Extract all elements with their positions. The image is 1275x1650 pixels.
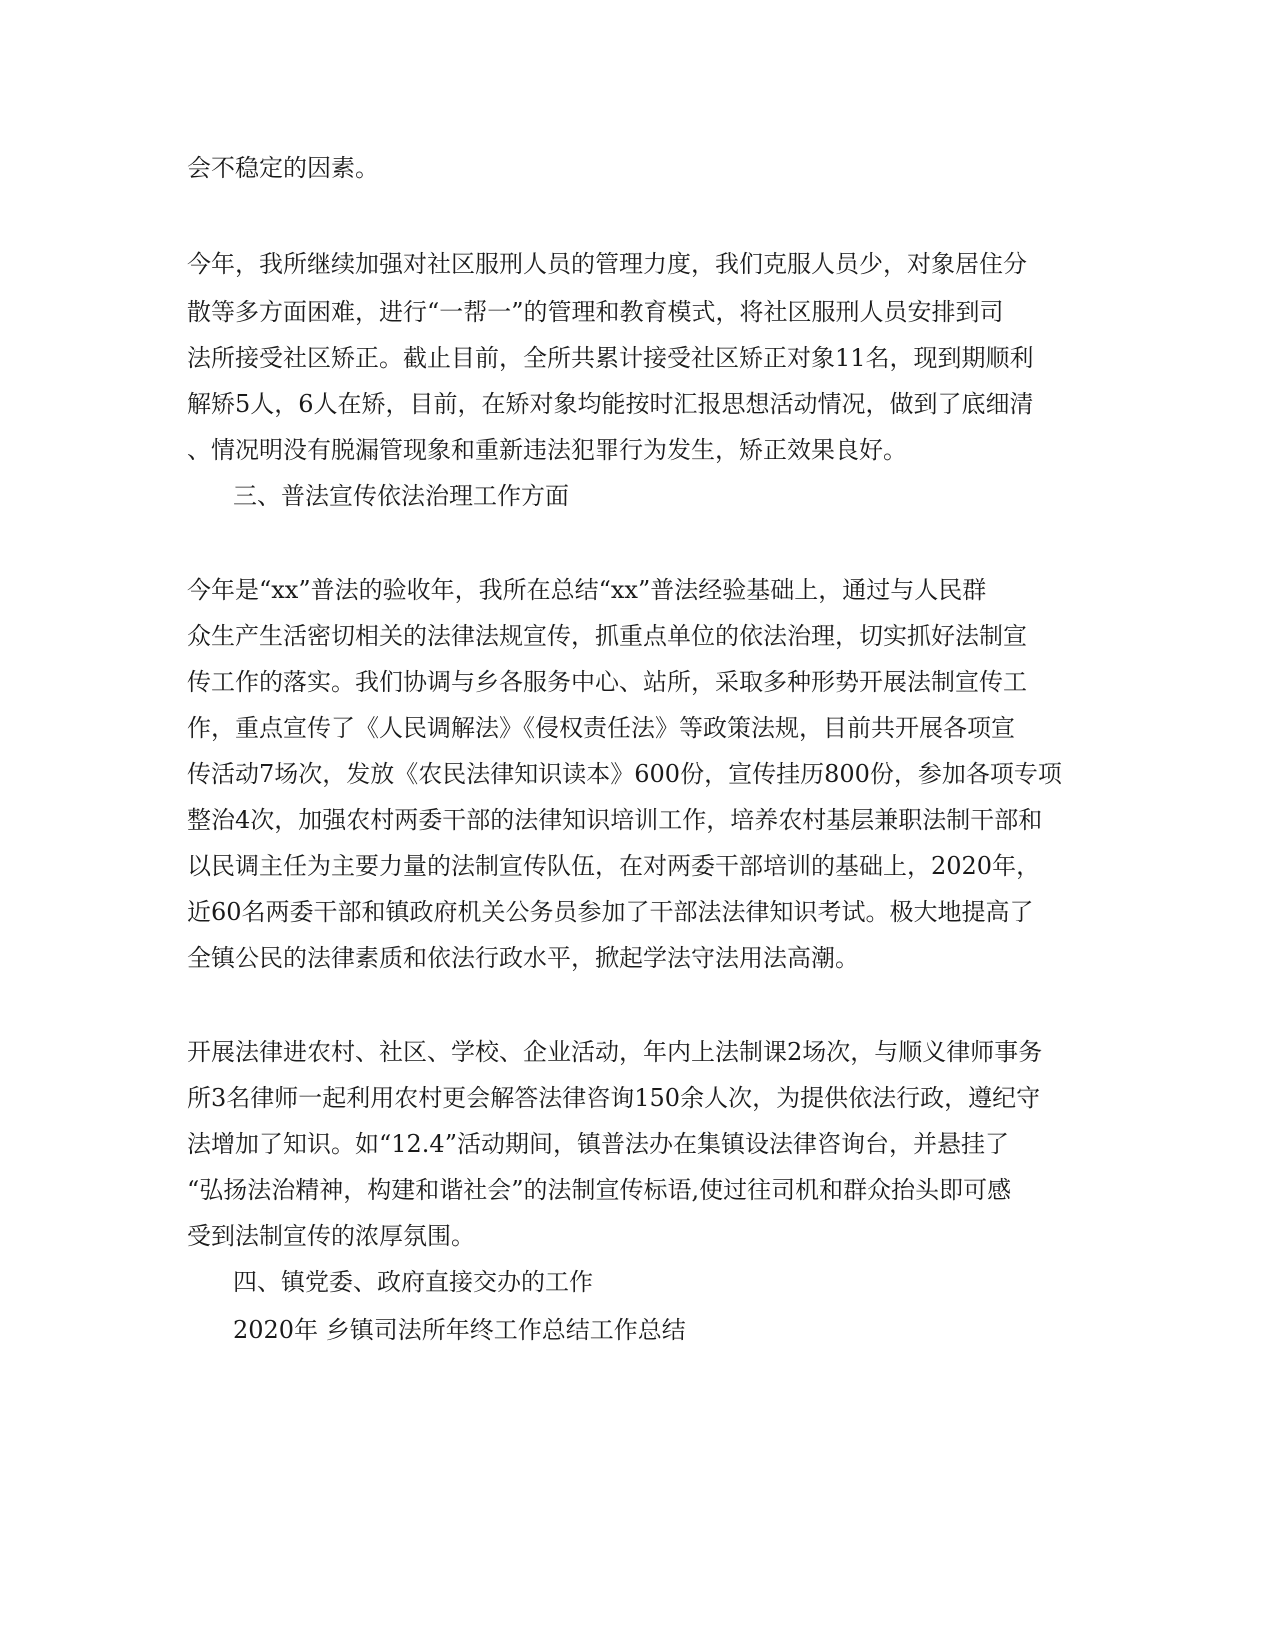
section-heading: 四、镇党委、政府直接交办的工作 [233, 1268, 593, 1296]
document-title-line: 2020年 乡镇司法所年终工作总结工作总结 [233, 1316, 686, 1344]
text-line: 近60名两委干部和镇政府机关公务员参加了干部法法律知识考试。极大地提高了 [187, 898, 1034, 926]
text-line: 传工作的落实。我们协调与乡各服务中心、站所，采取多种形势开展法制宣传工 [187, 668, 1027, 696]
text-line: 作，重点宣传了《人民调解法》《侵权责任法》等政策法规，目前共开展各项宣 [187, 714, 1015, 742]
text-line: 、情况明没有脱漏管现象和重新违法犯罪行为发生，矫正效果良好。 [187, 436, 907, 464]
text-line: 今年是“xx”普法的验收年，我所在总结“xx”普法经验基础上，通过与人民群 [187, 576, 987, 604]
text-line: 法增加了知识。如“12.4”活动期间，镇普法办在集镇设法律咨询台，并悬挂了 [187, 1130, 1009, 1158]
text-line: “弘扬法治精神，构建和谐社会”的法制宣传标语,使过往司机和群众抬头即可感 [187, 1176, 1012, 1204]
text-line: 所3名律师一起利用农村更会解答法律咨询150余人次，为提供依法行政，遵纪守 [187, 1084, 1041, 1112]
text-line: 以民调主任为主要力量的法制宣传队伍，在对两委干部培训的基础上，2020年， [187, 852, 1041, 880]
text-line: 会不稳定的因素。 [187, 154, 379, 182]
text-line: 散等多方面困难，进行“一帮一”的管理和教育模式，将社区服刑人员安排到司 [187, 298, 1004, 326]
text-line: 解矫5人，6人在矫，目前，在矫对象均能按时汇报思想活动情况，做到了底细清 [187, 390, 1034, 418]
text-line: 受到法制宣传的浓厚氛围。 [187, 1222, 475, 1250]
text-line: 全镇公民的法律素质和依法行政水平，掀起学法守法用法高潮。 [187, 944, 859, 972]
text-line: 法所接受社区矫正。截止目前，全所共累计接受社区矫正对象11名，现到期顺利 [187, 344, 1034, 372]
text-line: 整治4次，加强农村两委干部的法律知识培训工作，培养农村基层兼职法制干部和 [187, 806, 1043, 834]
text-line: 众生产生活密切相关的法律法规宣传，抓重点单位的依法治理，切实抓好法制宣 [187, 622, 1027, 650]
section-heading: 三、普法宣传依法治理工作方面 [233, 482, 569, 510]
text-line: 开展法律进农村、社区、学校、企业活动，年内上法制课2场次，与顺义律师事务 [187, 1038, 1043, 1066]
text-line: 今年，我所继续加强对社区服刑人员的管理力度，我们克服人员少，对象居住分 [187, 250, 1027, 278]
text-line: 传活动7场次，发放《农民法律知识读本》600份，宣传挂历800份，参加各项专项 [187, 760, 1062, 788]
